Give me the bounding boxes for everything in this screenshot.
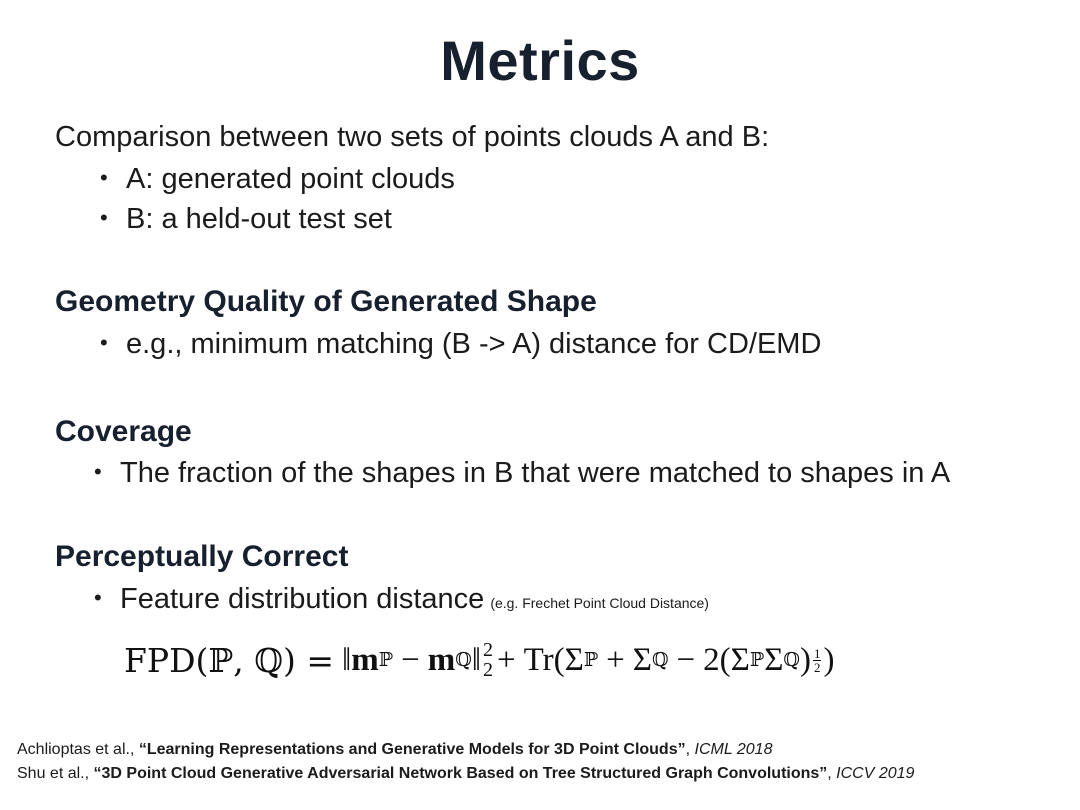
plus-sign: + (606, 641, 625, 678)
plus-sign: + (497, 641, 516, 678)
sigma-p-sub: ℙ (583, 649, 599, 671)
half-exponent (813, 647, 822, 674)
bullet-dot-icon: • (94, 585, 102, 610)
reference-achlioptas (17, 738, 914, 762)
sigma-q: Σ (632, 641, 652, 678)
geometry-bullet (100, 328, 821, 361)
mean-p: m (351, 641, 379, 678)
intro-text: Comparison between two sets of points clouds A and B: (55, 121, 770, 153)
section-heading-geometry: Geometry Quality of Generated Shape (55, 285, 597, 318)
two-open: 2( (703, 641, 731, 678)
minus-sign: − (401, 641, 420, 678)
bullet-dot-icon: • (100, 330, 108, 355)
inner-close: ) (799, 641, 811, 678)
half-den: 2 (813, 659, 821, 675)
bullet-dot-icon: • (100, 205, 108, 230)
sigma-q: Σ (764, 641, 784, 678)
norm-sup: 2 (483, 639, 494, 661)
norm-open: ‖ (342, 641, 352, 678)
mean-q: m (427, 641, 456, 678)
sigma-q-sub: ℚ (783, 649, 800, 671)
sub-p: ℙ (378, 649, 394, 671)
ref-venue: ICCV 2019 (836, 765, 915, 782)
sigma-p: Σ (730, 641, 750, 678)
norm-exponent (483, 640, 493, 680)
bullet-text: e.g., minimum matching (B -> A) distance for CD/EMD (126, 328, 822, 360)
sigma-p-sub: ℙ (749, 649, 765, 671)
bullet-dot-icon: • (94, 459, 102, 484)
norm-sub: 2 (483, 659, 494, 681)
sigma-q-sub: ℚ (651, 649, 669, 671)
reference-shu (17, 762, 914, 786)
fpd-formula (124, 630, 834, 690)
section-heading-coverage: Coverage (55, 415, 192, 448)
coverage-bullet (94, 457, 950, 490)
bullet-text: The fraction of the shapes in B that were matched to shapes in A (120, 457, 951, 489)
ref-title: “Learning Representations and Generative Models for 3D Point Clouds” (138, 741, 686, 758)
intro-bullet-b (100, 203, 392, 236)
half-num: 1 (813, 645, 821, 661)
ref-sep: , (685, 741, 695, 758)
ref-sep: , (827, 765, 837, 782)
ref-authors: Achlioptas et al., (17, 741, 139, 758)
intro-bullet-a (100, 163, 455, 196)
formula-lhs: FPD(ℙ, ℚ) = (124, 640, 334, 680)
minus-sign: − (676, 641, 696, 678)
ref-venue: ICML 2018 (694, 741, 773, 758)
norm-close: ‖ (471, 641, 482, 678)
sub-q: ℚ (455, 649, 472, 671)
outer-close: ) (823, 641, 835, 678)
slide-title: Metrics (440, 29, 640, 92)
sigma-p: Σ (564, 641, 584, 678)
fpd-note: (e.g. Frechet Point Cloud Distance) (490, 595, 709, 611)
trace-open: Tr( (523, 641, 565, 678)
bullet-text: B: a held-out test set (126, 203, 392, 235)
bullet-dot-icon: • (100, 165, 108, 190)
bullet-text: Feature distribution distance (120, 583, 485, 615)
references (17, 738, 914, 786)
section-heading-perceptual: Perceptually Correct (55, 540, 349, 573)
bullet-text: A: generated point clouds (126, 163, 455, 195)
perceptual-bullet (94, 583, 709, 616)
ref-authors: Shu et al., (17, 765, 94, 782)
ref-title: “3D Point Cloud Generative Adversarial Network Based on Tree Structured Graph Convolutions” (93, 765, 828, 782)
